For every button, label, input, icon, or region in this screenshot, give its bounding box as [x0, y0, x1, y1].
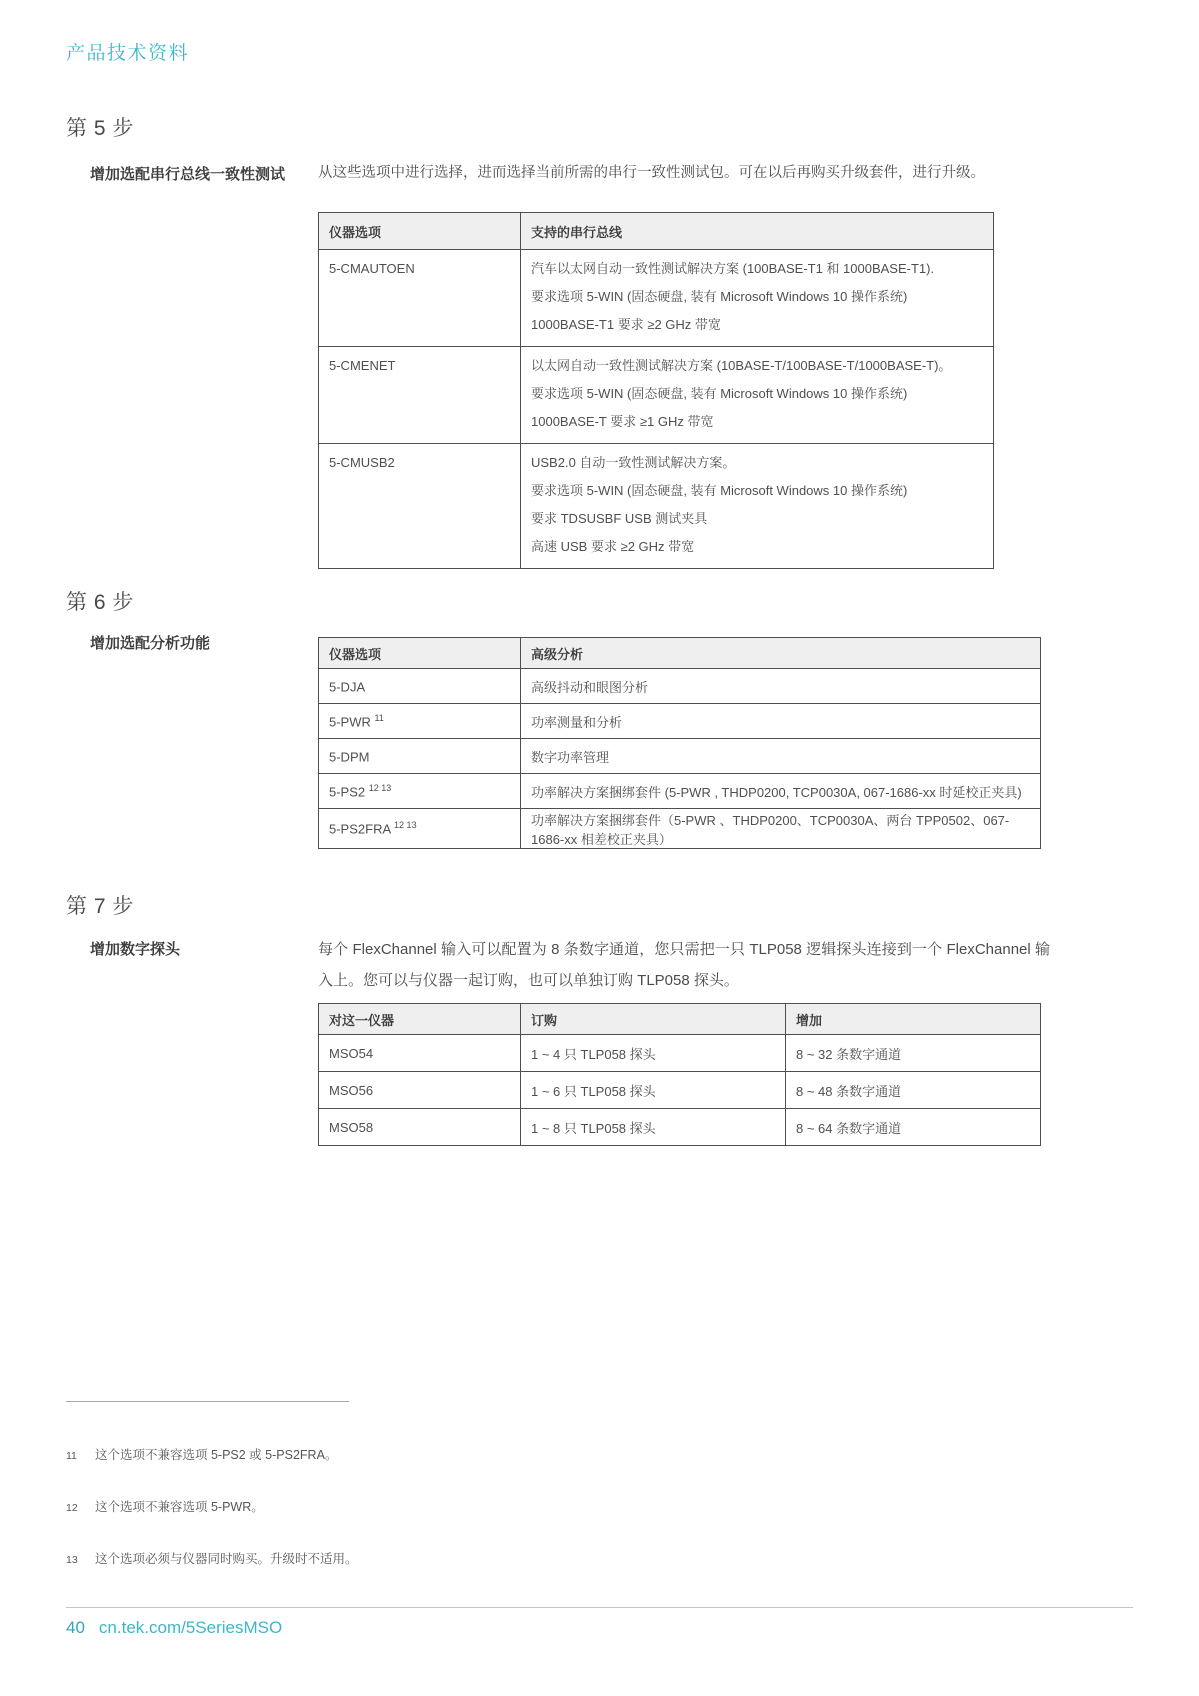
page-footer [66, 1618, 282, 1638]
analysis-options-table [318, 637, 1041, 849]
channels-added: 8 ~ 64 条数字通道 [786, 1109, 1041, 1146]
description-line: 要求 TDSUSBF USB 测试夹具 [531, 511, 708, 526]
instrument-model: MSO58 [319, 1109, 521, 1146]
channels-added: 8 ~ 32 条数字通道 [786, 1035, 1041, 1072]
step6-heading: 第 6 步 [66, 591, 134, 614]
table-row [319, 1072, 1041, 1109]
description-line: 要求选项 5-WIN (固态硬盘, 装有 Microsoft Windows 10 操作系统) [531, 483, 908, 498]
footnote-item [66, 1445, 337, 1463]
column-header-instrument: 对这一仪器 [319, 1004, 521, 1035]
description-line: 高速 USB 要求 ≥2 GHz 带宽 [531, 539, 695, 554]
description-line: 1000BASE-T 要求 ≥1 GHz 带宽 [531, 414, 714, 429]
page-number: 40 [66, 1618, 85, 1637]
step7-label: 增加数字探头 [90, 941, 181, 958]
option-code [319, 704, 521, 739]
description-line: 汽车以太网自动一致性测试解决方案 (100BASE-T1 和 1000BASE-T1). [531, 261, 935, 276]
table-row [319, 250, 994, 347]
option-description [521, 347, 994, 444]
column-header-analysis: 高级分析 [521, 638, 1041, 669]
column-header-serial-bus: 支持的串行总线 [521, 213, 994, 250]
order-quantity: 1 ~ 8 只 TLP058 探头 [521, 1109, 786, 1146]
option-description: 功率测量和分析 [521, 704, 1041, 739]
table-row [319, 1035, 1041, 1072]
footnote-separator [66, 1401, 349, 1402]
footnote-reference: 12 13 [368, 782, 392, 793]
footnote-item [66, 1497, 264, 1515]
option-code [319, 809, 521, 849]
instrument-model: MSO54 [319, 1035, 521, 1072]
description-line: 1000BASE-T1 要求 ≥2 GHz 带宽 [531, 317, 721, 332]
table-header-row [319, 1004, 1041, 1035]
footnote-number: 13 [66, 1554, 78, 1566]
footnote-text: 这个选项必须与仪器同时购买。升级时不适用。 [95, 1552, 358, 1566]
serial-compliance-table [318, 212, 994, 569]
order-quantity: 1 ~ 4 只 TLP058 探头 [521, 1035, 786, 1072]
step5-label: 增加选配串行总线一致性测试 [90, 166, 286, 183]
option-code-text: 5-DJA [329, 679, 366, 695]
table-row [319, 669, 1041, 704]
option-description: 高级抖动和眼图分析 [521, 669, 1041, 704]
channels-added: 8 ~ 48 条数字通道 [786, 1072, 1041, 1109]
document-header-title: 产品技术资料 [66, 43, 190, 64]
option-code-text: 5-DPM [329, 749, 370, 765]
option-description: 数字功率管理 [521, 739, 1041, 774]
option-description: 功率解决方案捆绑套件 (5-PWR , THDP0200, TCP0030A, 067-1686-xx 时延校正夹具) [521, 774, 1041, 809]
option-code-text: 5-PS2FRA [329, 821, 391, 837]
table-header-row [319, 638, 1041, 669]
table-row [319, 774, 1041, 809]
description-line: 要求选项 5-WIN (固态硬盘, 装有 Microsoft Windows 10 操作系统) [531, 289, 908, 304]
footnote-reference: 12 13 [394, 820, 417, 831]
description-line: 以太网自动一致性测试解决方案 (10BASE-T/100BASE-T/1000BASE-T)。 [531, 358, 952, 373]
step6-label: 增加选配分析功能 [90, 635, 211, 652]
option-code [319, 739, 521, 774]
footnote-item [66, 1549, 358, 1567]
table-row [319, 347, 994, 444]
column-header-order: 订购 [521, 1004, 786, 1035]
option-description [521, 250, 994, 347]
column-header-option: 仪器选项 [319, 638, 521, 669]
step7-description: 每个 FlexChannel 输入可以配置为 8 条数字通道，您只需把一只 TLP058 逻辑探头连接到一个 FlexChannel 输入上。您可以与仪器一起订购，也可以单独订购 TLP058 探头。 [318, 941, 1050, 989]
table-header-row [319, 213, 994, 250]
option-code: 5-CMAUTOEN [319, 250, 521, 347]
column-header-option: 仪器选项 [319, 213, 521, 250]
step5-heading: 第 5 步 [66, 117, 134, 140]
footnote-text: 这个选项不兼容选项 5-PWR。 [95, 1500, 264, 1514]
table-row [319, 809, 1041, 849]
option-description: 功率解决方案捆绑套件（5-PWR 、THDP0200、TCP0030A、两台 TPP0502、067-1686-xx 相差校正夹具） [521, 809, 1041, 849]
description-line: USB2.0 自动一致性测试解决方案。 [531, 455, 736, 470]
step5-description: 从这些选项中进行选择，进而选择当前所需的串行一致性测试包。可在以后再购买升级套件，进行升级。 [318, 165, 985, 181]
option-description [521, 444, 994, 569]
digital-probe-table [318, 1003, 1041, 1146]
footnote-reference: 11 [374, 712, 384, 723]
option-code [319, 774, 521, 809]
table-row [319, 1109, 1041, 1146]
footnote-text: 这个选项不兼容选项 5-PS2 或 5-PS2FRA。 [95, 1448, 338, 1462]
description-line: 要求选项 5-WIN (固态硬盘, 装有 Microsoft Windows 10 操作系统) [531, 386, 908, 401]
column-header-add: 增加 [786, 1004, 1041, 1035]
instrument-model: MSO56 [319, 1072, 521, 1109]
footnote-number: 12 [66, 1502, 78, 1514]
footer-link[interactable]: cn.tek.com/5SeriesMSO [98, 1618, 283, 1637]
option-code-text: 5-PS2 [329, 784, 366, 800]
footer-divider [66, 1607, 1133, 1608]
footnote-number: 11 [66, 1450, 77, 1462]
option-code: 5-CMENET [319, 347, 521, 444]
table-row [319, 704, 1041, 739]
table-row [319, 444, 994, 569]
option-code-text: 5-PWR [329, 714, 371, 730]
step7-heading: 第 7 步 [66, 895, 134, 918]
order-quantity: 1 ~ 6 只 TLP058 探头 [521, 1072, 786, 1109]
table-row [319, 739, 1041, 774]
option-code: 5-CMUSB2 [319, 444, 521, 569]
option-code [319, 669, 521, 704]
